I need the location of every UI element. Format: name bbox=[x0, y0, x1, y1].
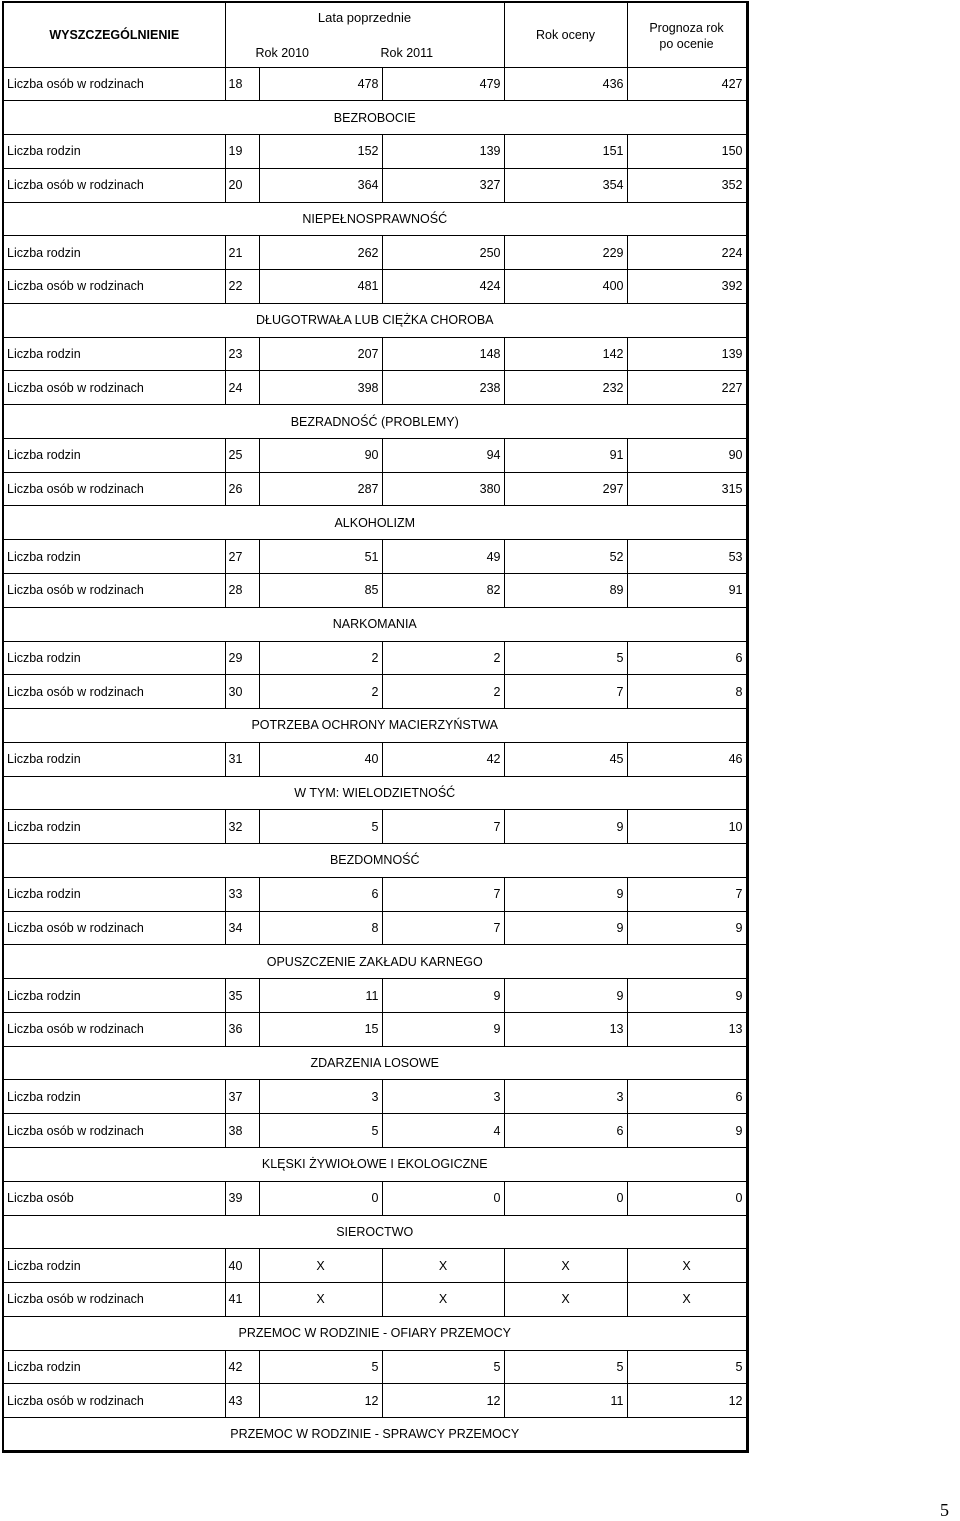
value-prognoza: 315 bbox=[627, 472, 747, 506]
row-index: 33 bbox=[225, 877, 259, 911]
header-prognoza-line1: Prognoza rok bbox=[649, 20, 724, 35]
value-rok-oceny: 52 bbox=[504, 540, 627, 574]
value-rok-oceny: 11 bbox=[504, 1384, 627, 1418]
value-rok-2010: 6 bbox=[259, 877, 382, 911]
value-rok-2011: 380 bbox=[382, 472, 504, 506]
value-prognoza: X bbox=[627, 1249, 747, 1283]
section-row bbox=[3, 1215, 747, 1249]
value-rok-2010: 8 bbox=[259, 911, 382, 945]
section-row bbox=[3, 303, 747, 337]
section-title: ALKOHOLIZM bbox=[3, 506, 747, 540]
value-prognoza: 12 bbox=[627, 1384, 747, 1418]
value-rok-2011: 82 bbox=[382, 573, 504, 607]
value-rok-2011: 94 bbox=[382, 438, 504, 472]
value-rok-oceny: X bbox=[504, 1283, 627, 1317]
row-label: Liczba osób w rodzinach bbox=[3, 1283, 225, 1317]
value-rok-2010: X bbox=[259, 1249, 382, 1283]
section-row bbox=[3, 945, 747, 979]
value-rok-2011: 139 bbox=[382, 135, 504, 169]
row-index: 19 bbox=[225, 135, 259, 169]
header-prognoza-line2: po ocenie bbox=[659, 36, 714, 51]
value-prognoza: 46 bbox=[627, 742, 747, 776]
row-label: Liczba rodzin bbox=[3, 1080, 225, 1114]
row-index: 35 bbox=[225, 979, 259, 1013]
row-label: Liczba rodzin bbox=[3, 810, 225, 844]
value-rok-2011: 49 bbox=[382, 540, 504, 574]
row-index: 40 bbox=[225, 1249, 259, 1283]
value-rok-2011: 9 bbox=[382, 979, 504, 1013]
value-rok-2010: 262 bbox=[259, 236, 382, 270]
table-row bbox=[3, 877, 747, 911]
table-body bbox=[3, 67, 747, 1451]
row-index: 20 bbox=[225, 168, 259, 202]
value-rok-2010: 51 bbox=[259, 540, 382, 574]
value-rok-oceny: 9 bbox=[504, 877, 627, 911]
row-label: Liczba osób bbox=[3, 1181, 225, 1215]
table-row bbox=[3, 1080, 747, 1114]
value-rok-2011: 5 bbox=[382, 1350, 504, 1384]
value-prognoza: 90 bbox=[627, 438, 747, 472]
value-prognoza: X bbox=[627, 1283, 747, 1317]
section-row bbox=[3, 506, 747, 540]
value-prognoza: 352 bbox=[627, 168, 747, 202]
table-row bbox=[3, 371, 747, 405]
table-row bbox=[3, 742, 747, 776]
value-rok-oceny: 151 bbox=[504, 135, 627, 169]
value-rok-2011: 2 bbox=[382, 675, 504, 709]
section-title: DŁUGOTRWAŁA LUB CIĘŻKA CHOROBA bbox=[3, 303, 747, 337]
value-rok-oceny: 229 bbox=[504, 236, 627, 270]
section-row bbox=[3, 844, 747, 878]
row-label: Liczba osób w rodzinach bbox=[3, 371, 225, 405]
section-row bbox=[3, 1418, 747, 1452]
table-row bbox=[3, 979, 747, 1013]
value-rok-2010: 85 bbox=[259, 573, 382, 607]
value-rok-oceny: 297 bbox=[504, 472, 627, 506]
value-rok-2011: X bbox=[382, 1283, 504, 1317]
value-rok-oceny: 142 bbox=[504, 337, 627, 371]
row-label: Liczba rodzin bbox=[3, 135, 225, 169]
value-rok-2010: 2 bbox=[259, 675, 382, 709]
value-rok-2010: 3 bbox=[259, 1080, 382, 1114]
table-header bbox=[3, 2, 747, 67]
row-index: 34 bbox=[225, 911, 259, 945]
value-rok-2011: 7 bbox=[382, 877, 504, 911]
row-label: Liczba osób w rodzinach bbox=[3, 911, 225, 945]
value-rok-2011: 7 bbox=[382, 911, 504, 945]
value-prognoza: 9 bbox=[627, 979, 747, 1013]
value-rok-oceny: 0 bbox=[504, 1181, 627, 1215]
section-row bbox=[3, 1316, 747, 1350]
value-rok-2010: 364 bbox=[259, 168, 382, 202]
value-rok-2011: 4 bbox=[382, 1114, 504, 1148]
section-title: BEZRADNOŚĆ (PROBLEMY) bbox=[3, 405, 747, 439]
value-rok-2010: 15 bbox=[259, 1012, 382, 1046]
row-label: Liczba rodzin bbox=[3, 1350, 225, 1384]
row-label: Liczba osób w rodzinach bbox=[3, 1012, 225, 1046]
value-rok-oceny: 354 bbox=[504, 168, 627, 202]
value-rok-2011: 0 bbox=[382, 1181, 504, 1215]
value-prognoza: 6 bbox=[627, 641, 747, 675]
table-row bbox=[3, 911, 747, 945]
row-label: Liczba osób w rodzinach bbox=[3, 573, 225, 607]
row-label: Liczba rodzin bbox=[3, 337, 225, 371]
value-rok-2010: 12 bbox=[259, 1384, 382, 1418]
section-title: SIEROCTWO bbox=[3, 1215, 747, 1249]
value-rok-2011: 12 bbox=[382, 1384, 504, 1418]
section-title: BEZROBOCIE bbox=[3, 101, 747, 135]
row-index: 37 bbox=[225, 1080, 259, 1114]
value-rok-oceny: 436 bbox=[504, 67, 627, 101]
header-previous-years bbox=[225, 2, 504, 67]
value-prognoza: 13 bbox=[627, 1012, 747, 1046]
value-rok-2011: 148 bbox=[382, 337, 504, 371]
section-row bbox=[3, 202, 747, 236]
row-index: 32 bbox=[225, 810, 259, 844]
row-label: Liczba rodzin bbox=[3, 1249, 225, 1283]
value-rok-2010: 152 bbox=[259, 135, 382, 169]
table-row bbox=[3, 1350, 747, 1384]
value-rok-2011: 424 bbox=[382, 270, 504, 304]
table-row bbox=[3, 438, 747, 472]
page-number: 5 bbox=[940, 1500, 949, 1520]
row-label: Liczba rodzin bbox=[3, 877, 225, 911]
row-index: 22 bbox=[225, 270, 259, 304]
value-rok-2011: 479 bbox=[382, 67, 504, 101]
value-rok-oceny: 7 bbox=[504, 675, 627, 709]
header-rok-2010: Rok 2010 bbox=[255, 45, 310, 60]
header-rok-2011: Rok 2011 bbox=[380, 45, 434, 60]
value-rok-oceny: 3 bbox=[504, 1080, 627, 1114]
value-rok-2010: 2 bbox=[259, 641, 382, 675]
row-label: Liczba rodzin bbox=[3, 540, 225, 574]
value-rok-2010: X bbox=[259, 1283, 382, 1317]
section-row bbox=[3, 607, 747, 641]
value-rok-oceny: 9 bbox=[504, 911, 627, 945]
value-prognoza: 227 bbox=[627, 371, 747, 405]
value-rok-oceny: 89 bbox=[504, 573, 627, 607]
value-rok-2010: 5 bbox=[259, 1114, 382, 1148]
table-row bbox=[3, 675, 747, 709]
value-rok-oceny: 91 bbox=[504, 438, 627, 472]
value-rok-oceny: 400 bbox=[504, 270, 627, 304]
section-row bbox=[3, 1046, 747, 1080]
value-rok-2011: 238 bbox=[382, 371, 504, 405]
table-row bbox=[3, 641, 747, 675]
value-rok-oceny: 5 bbox=[504, 641, 627, 675]
header-rok-oceny: Rok oceny bbox=[504, 2, 627, 67]
row-label: Liczba rodzin bbox=[3, 641, 225, 675]
header-prognoza bbox=[627, 2, 747, 67]
row-label: Liczba osób w rodzinach bbox=[3, 270, 225, 304]
value-rok-2011: X bbox=[382, 1249, 504, 1283]
row-index: 38 bbox=[225, 1114, 259, 1148]
value-rok-2010: 287 bbox=[259, 472, 382, 506]
row-label: Liczba osób w rodzinach bbox=[3, 168, 225, 202]
row-index: 42 bbox=[225, 1350, 259, 1384]
value-rok-2011: 250 bbox=[382, 236, 504, 270]
value-rok-2010: 398 bbox=[259, 371, 382, 405]
row-index: 31 bbox=[225, 742, 259, 776]
row-label: Liczba osób w rodzinach bbox=[3, 67, 225, 101]
value-rok-2010: 40 bbox=[259, 742, 382, 776]
section-row bbox=[3, 405, 747, 439]
table-row bbox=[3, 270, 747, 304]
row-index: 43 bbox=[225, 1384, 259, 1418]
table-row bbox=[3, 540, 747, 574]
value-rok-2010: 478 bbox=[259, 67, 382, 101]
header-wyszczegolnienie: WYSZCZEGÓLNIENIE bbox=[3, 2, 225, 67]
row-index: 36 bbox=[225, 1012, 259, 1046]
value-rok-2010: 0 bbox=[259, 1181, 382, 1215]
table-row bbox=[3, 168, 747, 202]
row-label: Liczba osób w rodzinach bbox=[3, 675, 225, 709]
value-prognoza: 53 bbox=[627, 540, 747, 574]
row-label: Liczba osób w rodzinach bbox=[3, 1114, 225, 1148]
section-title: PRZEMOC W RODZINIE - SPRAWCY PRZEMOCY bbox=[3, 1418, 747, 1452]
value-rok-2010: 207 bbox=[259, 337, 382, 371]
row-index: 29 bbox=[225, 641, 259, 675]
value-prognoza: 6 bbox=[627, 1080, 747, 1114]
value-rok-2011: 7 bbox=[382, 810, 504, 844]
table-row bbox=[3, 1181, 747, 1215]
value-rok-2011: 327 bbox=[382, 168, 504, 202]
table-row bbox=[3, 1384, 747, 1418]
value-prognoza: 10 bbox=[627, 810, 747, 844]
row-index: 30 bbox=[225, 675, 259, 709]
value-prognoza: 8 bbox=[627, 675, 747, 709]
row-index: 21 bbox=[225, 236, 259, 270]
row-index: 23 bbox=[225, 337, 259, 371]
value-rok-oceny: X bbox=[504, 1249, 627, 1283]
value-rok-2011: 42 bbox=[382, 742, 504, 776]
value-prognoza: 0 bbox=[627, 1181, 747, 1215]
row-index: 24 bbox=[225, 371, 259, 405]
section-title: NARKOMANIA bbox=[3, 607, 747, 641]
row-index: 26 bbox=[225, 472, 259, 506]
value-rok-oceny: 9 bbox=[504, 979, 627, 1013]
section-row bbox=[3, 101, 747, 135]
row-index: 18 bbox=[225, 67, 259, 101]
value-rok-oceny: 45 bbox=[504, 742, 627, 776]
value-rok-oceny: 6 bbox=[504, 1114, 627, 1148]
table-row bbox=[3, 236, 747, 270]
row-index: 28 bbox=[225, 573, 259, 607]
section-title: OPUSZCZENIE ZAKŁADU KARNEGO bbox=[3, 945, 747, 979]
table-row bbox=[3, 573, 747, 607]
value-prognoza: 9 bbox=[627, 911, 747, 945]
section-title: ZDARZENIA LOSOWE bbox=[3, 1046, 747, 1080]
value-prognoza: 91 bbox=[627, 573, 747, 607]
value-prognoza: 5 bbox=[627, 1350, 747, 1384]
value-rok-oceny: 13 bbox=[504, 1012, 627, 1046]
table-row bbox=[3, 1249, 747, 1283]
section-title: POTRZEBA OCHRONY MACIERZYŃSTWA bbox=[3, 709, 747, 743]
value-prognoza: 427 bbox=[627, 67, 747, 101]
section-title: NIEPEŁNOSPRAWNOŚĆ bbox=[3, 202, 747, 236]
row-index: 41 bbox=[225, 1283, 259, 1317]
row-index: 25 bbox=[225, 438, 259, 472]
value-rok-2010: 5 bbox=[259, 810, 382, 844]
row-label: Liczba rodzin bbox=[3, 742, 225, 776]
header-lata-poprzednie: Lata poprzednie bbox=[317, 10, 412, 25]
value-prognoza: 224 bbox=[627, 236, 747, 270]
statistics-table bbox=[2, 1, 749, 1453]
value-prognoza: 7 bbox=[627, 877, 747, 911]
section-row bbox=[3, 1148, 747, 1182]
value-rok-oceny: 5 bbox=[504, 1350, 627, 1384]
value-rok-2010: 5 bbox=[259, 1350, 382, 1384]
table-row bbox=[3, 810, 747, 844]
value-prognoza: 150 bbox=[627, 135, 747, 169]
section-row bbox=[3, 776, 747, 810]
section-title: W TYM: WIELODZIETNOŚĆ bbox=[3, 776, 747, 810]
value-prognoza: 392 bbox=[627, 270, 747, 304]
value-prognoza: 139 bbox=[627, 337, 747, 371]
row-index: 39 bbox=[225, 1181, 259, 1215]
row-label: Liczba rodzin bbox=[3, 438, 225, 472]
value-rok-2010: 481 bbox=[259, 270, 382, 304]
table-row bbox=[3, 1283, 747, 1317]
value-rok-oceny: 9 bbox=[504, 810, 627, 844]
table-row bbox=[3, 135, 747, 169]
table-row bbox=[3, 472, 747, 506]
section-title: KLĘSKI ŻYWIOŁOWE I EKOLOGICZNE bbox=[3, 1148, 747, 1182]
table-row bbox=[3, 67, 747, 101]
table-row bbox=[3, 337, 747, 371]
row-label: Liczba rodzin bbox=[3, 236, 225, 270]
value-rok-2011: 9 bbox=[382, 1012, 504, 1046]
value-rok-oceny: 232 bbox=[504, 371, 627, 405]
value-rok-2011: 2 bbox=[382, 641, 504, 675]
row-label: Liczba rodzin bbox=[3, 979, 225, 1013]
row-index: 27 bbox=[225, 540, 259, 574]
value-rok-2011: 3 bbox=[382, 1080, 504, 1114]
section-title: BEZDOMNOŚĆ bbox=[3, 844, 747, 878]
section-title: PRZEMOC W RODZINIE - OFIARY PRZEMOCY bbox=[3, 1316, 747, 1350]
table-row bbox=[3, 1012, 747, 1046]
value-rok-2010: 11 bbox=[259, 979, 382, 1013]
row-label: Liczba osób w rodzinach bbox=[3, 1384, 225, 1418]
row-label: Liczba osób w rodzinach bbox=[3, 472, 225, 506]
section-row bbox=[3, 709, 747, 743]
value-rok-2010: 90 bbox=[259, 438, 382, 472]
table-row bbox=[3, 1114, 747, 1148]
value-prognoza: 9 bbox=[627, 1114, 747, 1148]
